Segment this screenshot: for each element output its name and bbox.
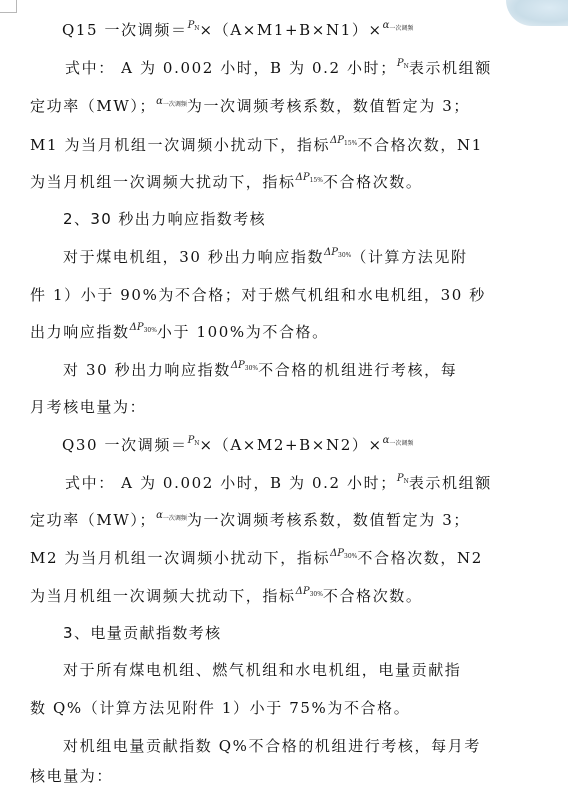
definition-line: [30, 171, 423, 197]
formula-q15-mid: ×（A×M1+B×N1）×: [199, 21, 383, 39]
text-span: M2 为当月机组一次调频小扰动下，指标: [30, 549, 331, 567]
text-span: 为当月机组一次调频大扰动下，指标: [30, 173, 296, 191]
alpha-symbol: α一次调频: [382, 20, 414, 32]
text-span: 表示机组额: [408, 474, 492, 492]
section-heading-energy: 3、电量贡献指数考核: [63, 624, 222, 642]
definition-line: [30, 134, 483, 160]
text-span: （计算方法见附: [351, 248, 468, 266]
text-span: 不合格的机组进行考核，每: [258, 361, 458, 379]
pn-symbol: PN: [396, 58, 409, 70]
alpha-symbol: α一次调频: [382, 435, 414, 447]
paragraph-line: [63, 246, 468, 272]
delta-p15-symbol: ΔP15%: [330, 135, 358, 147]
paragraph-line: 数 Q%（计算方法见附件 1）小于 75%为不合格。: [30, 699, 411, 717]
alpha-symbol: α一次调频: [156, 96, 187, 108]
definition-line: [65, 57, 492, 83]
text-span: 不合格次数。: [322, 587, 423, 605]
delta-p15-symbol: ΔP15%: [295, 172, 323, 184]
formula-q15-lhs: Q15 一次调频＝: [62, 21, 188, 39]
text-span: 为一次调频考核系数，数值暂定为 3；: [186, 511, 470, 529]
text-span: 不合格次数，N1: [357, 136, 483, 154]
text-span: 不合格次数，N2: [357, 549, 483, 567]
text-span: 出力响应指数: [30, 323, 130, 341]
text-span: 不合格次数。: [322, 173, 423, 191]
delta-p30-symbol: ΔP30%: [230, 360, 259, 372]
text-span: 对于煤电机组，30 秒出力响应指数: [63, 248, 325, 266]
text-span: 式中： A 为 0.002 小时，B 为 0.2 小时；: [65, 474, 397, 492]
pn-symbol: PN: [396, 473, 409, 485]
definition-line: [30, 509, 470, 535]
formula-q30-mid: ×（A×M2+B×N2）×: [199, 436, 383, 454]
paragraph-line: 对于所有煤电机组、燃气机组和水电机组，电量贡献指: [63, 661, 462, 679]
pn-symbol: PN: [187, 435, 200, 447]
delta-p30-symbol: ΔP30%: [324, 247, 352, 259]
paragraph-line: 件 1）小于 90%为不合格；对于燃气机组和水电机组，30 秒: [30, 286, 486, 304]
paragraph-line: [30, 321, 329, 347]
delta-p30-symbol: ΔP30%: [295, 586, 323, 598]
text-span: 对 30 秒出力响应指数: [63, 361, 231, 379]
section-heading-30s: 2、30 秒出力响应指数考核: [63, 210, 266, 228]
text-span: M1 为当月机组一次调频小扰动下，指标: [30, 136, 331, 154]
pn-symbol: PN: [187, 20, 200, 32]
text-span: 定功率（MW）；: [30, 511, 157, 529]
definition-line: [30, 585, 423, 611]
text-span: 为一次调频考核系数，数值暂定为 3；: [186, 97, 470, 115]
text-span: 为当月机组一次调频大扰动下，指标: [30, 587, 296, 605]
window-corner-decoration: [506, 0, 568, 26]
paragraph-line: [63, 359, 457, 385]
page-corner-mark: [0, 0, 17, 13]
paragraph-line: 核电量为：: [30, 767, 114, 785]
text-span: 小于 100%为不合格。: [156, 323, 329, 341]
text-span: 表示机组额: [408, 59, 492, 77]
alpha-symbol: α一次调频: [156, 510, 187, 522]
definition-line: [30, 547, 483, 573]
definition-line: [30, 95, 470, 121]
formula-q30: [62, 434, 413, 460]
text-span: 式中： A 为 0.002 小时，B 为 0.2 小时；: [65, 59, 397, 77]
paragraph-line: 对机组电量贡献指数 Q%不合格的机组进行考核，每月考: [63, 737, 481, 755]
text-span: 定功率（MW）；: [30, 97, 157, 115]
formula-q15: [62, 19, 413, 45]
paragraph-line: 月考核电量为：: [30, 398, 147, 416]
definition-line: [65, 472, 492, 498]
formula-q30-lhs: Q30 一次调频＝: [62, 436, 188, 454]
delta-p30-symbol: ΔP30%: [330, 548, 358, 560]
delta-p30-symbol: ΔP30%: [129, 322, 157, 334]
